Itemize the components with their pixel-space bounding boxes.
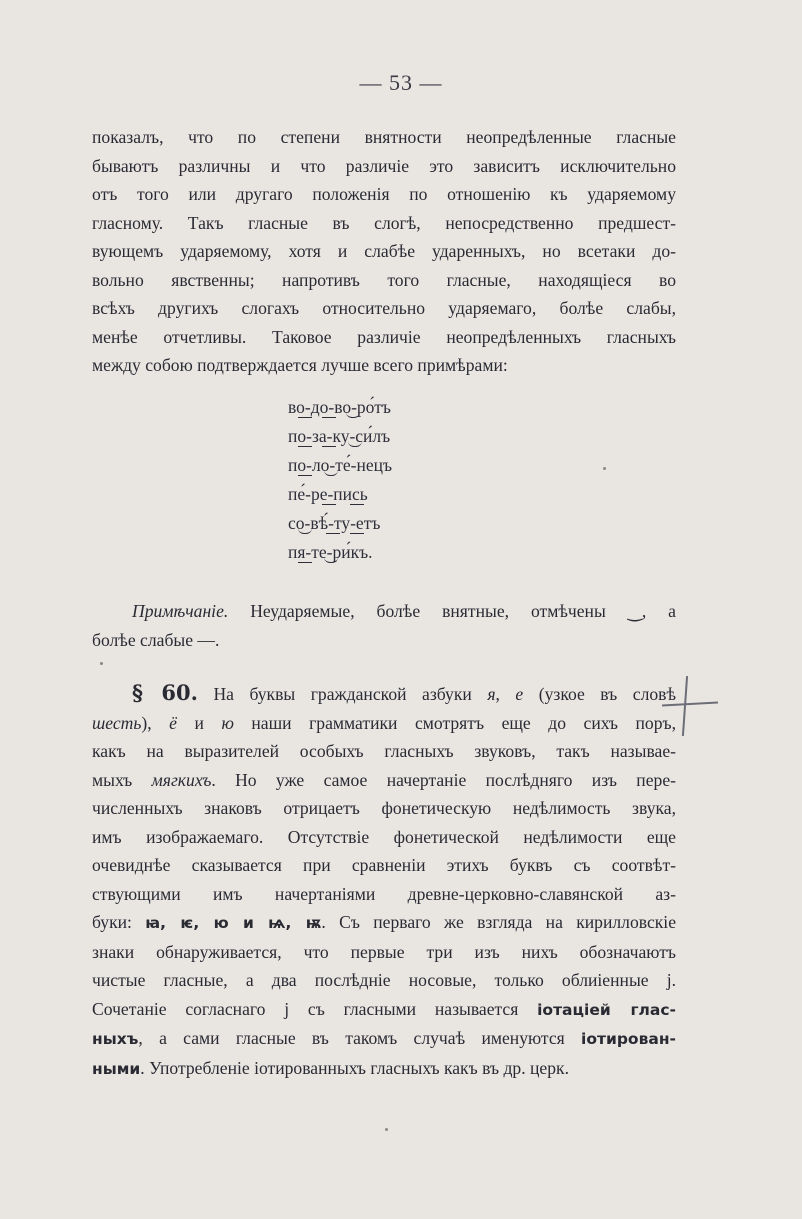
paragraph-section-60 <box>92 679 676 1083</box>
strong-mark <box>346 412 360 418</box>
text-line: мыхъ мягкихъ. Но уже самое начертаніе послѣдняго изъ пере- <box>92 769 676 790</box>
example-words <box>288 393 392 567</box>
page-number: — 53 — <box>359 70 443 95</box>
example-word: во-до-во-ро́тъ <box>288 393 392 422</box>
text-line: гласному. Такъ гласные въ слогѣ, непосредственно предшест- <box>92 212 676 233</box>
text-line: § 60. На буквы гражданской азбуки я, е (узкое въ словѣ <box>132 680 677 705</box>
example-word <box>288 509 392 538</box>
paper-speck <box>385 1128 388 1131</box>
text-line: имъ изображаемаго. Отсутствіе фонетической недѣлимости еще <box>92 826 676 847</box>
text-line: бываютъ различны и что различіе это зависитъ исключительно <box>92 155 676 176</box>
text-line: какъ на выразителей особыхъ гласныхъ звуковъ, такъ называе- <box>92 741 676 761</box>
church-slavonic-letters: ꙗ, ѥ, ю и ѩ, ѭ <box>145 914 322 932</box>
text-line: вольно явственны; напротивъ того гласные, находящіеся во <box>92 269 676 290</box>
text-line: показалъ, что по степени внятности неопредѣленные гласные <box>92 127 676 147</box>
note-label: Примѣчаніе. <box>132 601 229 621</box>
text-line: между собою подтверждается лучше всего примѣрами: <box>92 355 508 375</box>
pencil-mark <box>682 676 688 736</box>
text-line: болѣе слабые —. <box>92 629 220 650</box>
weak-mark <box>298 562 312 571</box>
section-number: § 60. <box>132 680 198 705</box>
example-word: пе́-ре-пись <box>288 480 392 509</box>
text-line: Сочетаніе согласнаго j съ гласными называется іотаціей глас- <box>92 998 676 1019</box>
example-word-text: со-вѣ́-ту-етъ <box>288 513 381 533</box>
paper-speck <box>603 467 606 470</box>
paragraph-1 <box>92 123 676 380</box>
text-line: буки: ꙗ, ѥ, ю и ѩ, ѭ. Съ перваго же взгляда на кирилловскіе <box>92 912 677 932</box>
text-line: вующемъ ударяемому, хотя и слабѣе ударенныхъ, но всетаки до- <box>92 241 676 261</box>
text-line: отъ того или другаго положенія по отношенію къ ударяемому <box>92 184 676 204</box>
note-paragraph <box>92 597 676 654</box>
text-line: Примѣчаніе. Неударяемые, болѣе внятные, отмѣчены ‿, а <box>132 601 676 621</box>
example-word: пя-те-ри́къ. <box>288 538 392 567</box>
text-line: менѣе отчетливы. Таковое различіе неопредѣленныхъ гласныхъ <box>92 326 676 347</box>
strong-mark <box>324 557 338 563</box>
text-line: очевиднѣе сказывается при сравненіи этихъ буквъ съ соотвѣт- <box>92 855 676 875</box>
text-line: численныхъ знаковъ отрицаетъ фонетическую недѣлимость звука, <box>92 798 676 818</box>
text-line: ными. Употребленіе іотированныхъ гласныхъ какъ въ др. церк. <box>92 1057 569 1078</box>
text-line: ствующими имъ начертаніями древне-церковно-славянской аз- <box>92 883 676 904</box>
text-line: чистые гласные, а два послѣдніе носовые, только облиіенные j. <box>92 970 676 990</box>
text-line: всѣхъ другихъ слогахъ относительно ударяемаго, болѣе слабы, <box>92 298 676 318</box>
text-line: знаки обнаруживается, что первые три изъ нихъ обозначаютъ <box>92 941 676 962</box>
text-line: шесть), ё и ю наши грамматики смотрятъ еще до сихъ поръ, <box>92 712 676 733</box>
strong-mark <box>324 470 338 476</box>
strong-mark <box>348 441 362 447</box>
example-word: по-за-ку-си́лъ <box>288 422 392 451</box>
text-line: ныхъ, а сами гласные въ такомъ случаѣ именуются іотирован- <box>92 1028 676 1048</box>
strong-mark <box>298 528 312 534</box>
example-word: по-ло-те́-нецъ <box>288 451 392 480</box>
paper-speck <box>100 662 103 665</box>
